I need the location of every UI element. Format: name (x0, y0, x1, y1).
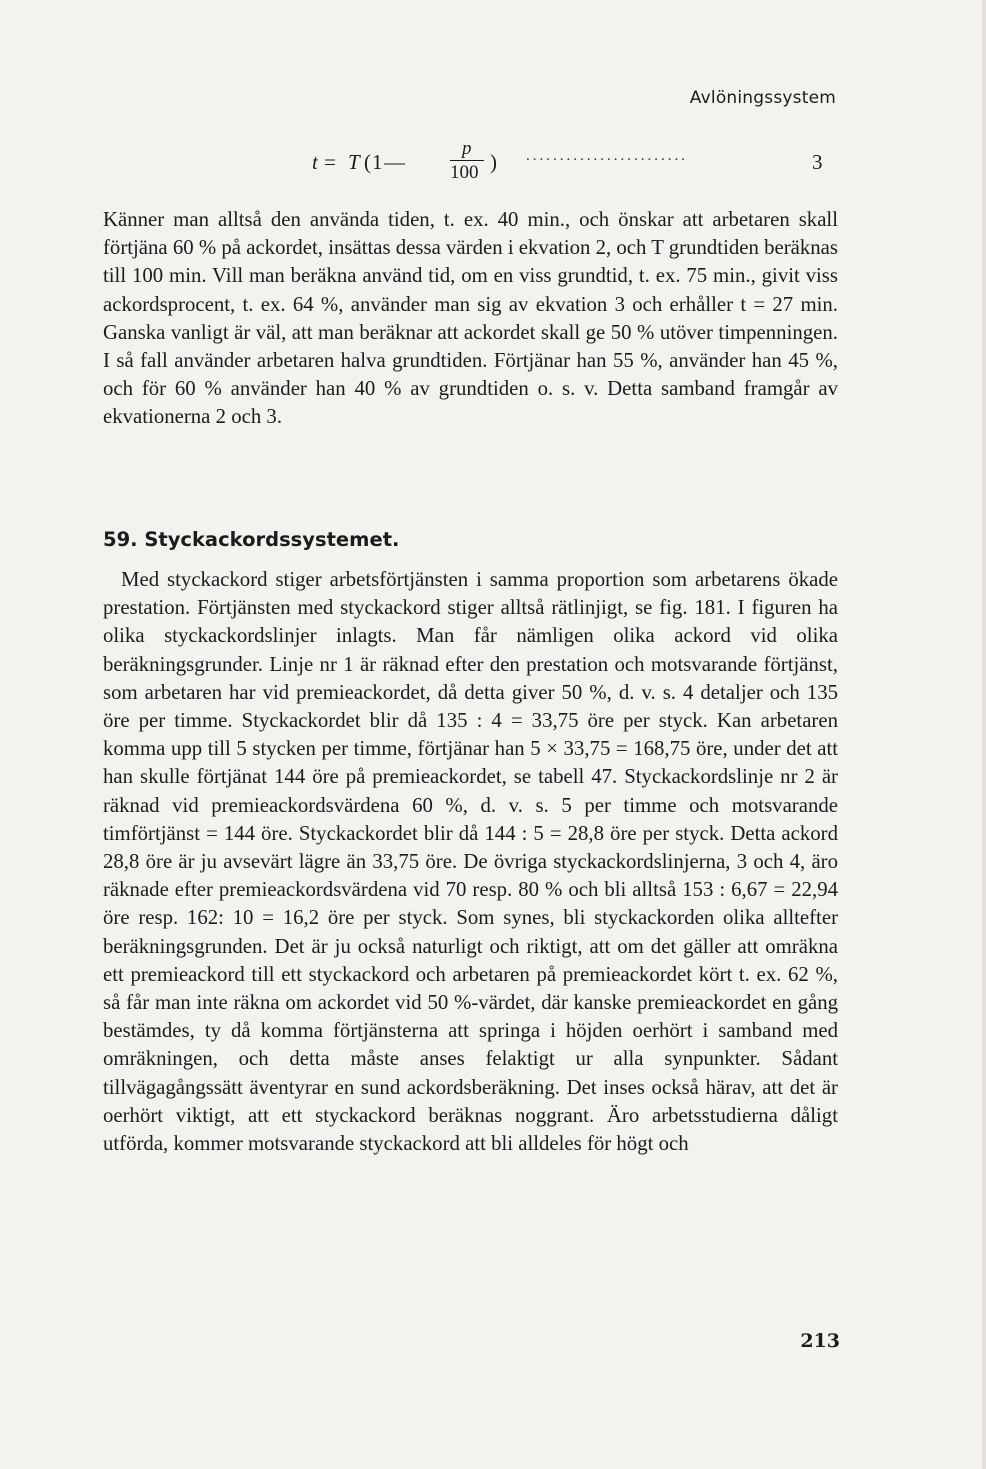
fraction-numerator: p (462, 138, 472, 159)
fraction-denominator: 100 (450, 162, 479, 183)
page-number: 213 (800, 1330, 840, 1352)
formula-minus: — (384, 150, 405, 174)
equation-number: 3 (812, 150, 823, 174)
equation-3 (312, 138, 836, 192)
section-heading: 59. Styckackordssystemet. (103, 528, 400, 551)
formula-t: t (312, 150, 318, 174)
formula-equals: = (324, 150, 336, 174)
paragraph-equation-usage: Känner man alltså den använda tiden, t. ex. 40 min., och önskar att arbetaren skall förtjäna 60 % på ackordet, insättas dessa värden i ekvation 2, och T grundtiden beräknas till 100 min. Vill man beräkna använd tid, om en viss grundtid, t. ex. 75 min., givit viss ackordsprocent, t. ex. 64 %, använder man sig av ekvation 3 och erhåller t = 27 min. Ganska vanligt är väl, att man beräknar att ackordet skall ge 50 % utöver timpenningen. I så fall använder arbetaren halva grundtiden. Förtjänar han 55 %, använder han 45 %, och för 60 % använder han 40 % av grundtiden o. s. v. Detta samband framgår av ekvationerna 2 och 3. (103, 208, 838, 429)
formula-one: 1 (372, 150, 383, 174)
formula-open-paren: ( (364, 150, 371, 174)
paragraph-piecework: Med styckackord stiger arbetsförtjänsten i samma proportion som arbetarens ökade prestation. Förtjänsten med styckackord stiger alltså rätlinjigt, se fig. 181. I figuren ha olika styckackordslinjer inlagts. Man får nämligen olika ackord vid olika beräkningsgrunder. Linje nr 1 är räknad efter den prestation och motsvarande förtjänst, som arbetaren har vid premieackordet, då detta giver 50 %, d. v. s. 4 detaljer och 135 öre per timme. Styckackordet blir då 135 : 4 = 33,75 öre per styck. Kan arbetaren komma upp till 5 stycken per timme, förtjänar han 5 × 33,75 = 168,75 öre, under det att han skulle förtjänat 144 öre på premieackordet, se tabell 47. Styckackordslinje nr 2 är räknad vid premieackordsvärdena 60 %, d. v. s. 5 per timme och motsvarande timförtjänst = 144 öre. Styckackordet blir då 144 : 5 = 28,8 öre per styck. Detta ackord 28,8 öre är ju avsevärt lägre än 33,75 öre. De övriga styckackordslinjerna, 3 och 4, äro räknade efter premieackordsvärdena vid 70 resp. 80 % och bli alltså 153 : 6,67 = 22,94 öre resp. 162: 10 = 16,2 öre per styck. Som synes, bli styckackorden olika alltefter beräkningsgrunden. Det är ju också naturligt och riktigt, att om det gäller att omräkna ett premieackord till ett styckackord och arbetaren på premieackordet kört t. ex. 62 %, så får man inte räkna om ackordet vid 50 %-värdet, där kanske premieackordet en gång bestämdes, ty då komma förtjänsterna att springa i höjden oerhört i samband med omräkningen, och detta måste anses felaktigt ur alla synpunkter. Sådant tillvägagångssätt äventyrar en sund ackordsberäkning. Det inses också härav, att det är oerhört viktigt, att ett styckackord beräknas noggrant. Äro arbetsstudierna dåligt utförda, kommer motsvarande styckackord att bli alldeles för högt och (103, 568, 838, 1156)
running-head: Avlöningssystem (689, 88, 836, 108)
page-edge (982, 0, 986, 1469)
formula-close-paren: ) (490, 150, 497, 174)
leader-dots: ........................ (526, 148, 688, 164)
formula-T: T (348, 150, 360, 174)
